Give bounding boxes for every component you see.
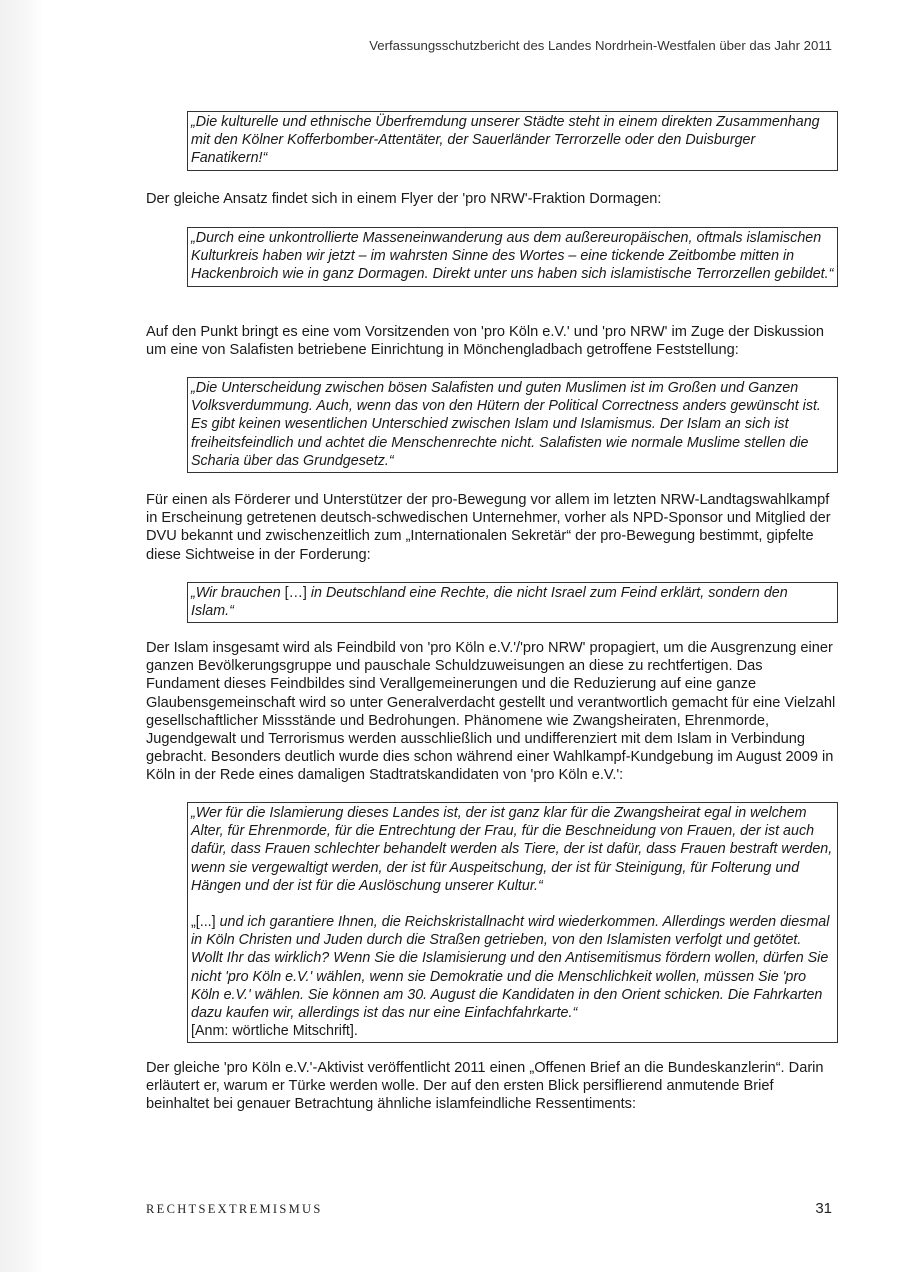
quote-2-text: „Durch eine unkontrollierte Masseneinwanderung aus dem außereuropäischen, oftmals islamischen Kulturkreis haben wir jetzt – im wahrsten Sinne des Wortes – eine tickende Zeitbombe mitten in Hackenbroich wie in ganz Dormagen. Direkt unter uns haben sich islamistische Terrorzellen gebildet.“ [191, 230, 834, 283]
footer-section-label: RECHTSEXTREMISMUS [146, 1202, 323, 1216]
quote-5-annotation: [Anm: wörtliche Mitschrift]. [191, 1023, 358, 1040]
page-number: 31 [815, 1200, 832, 1217]
quote-5-paragraph-2-body: und ich garantiere Ihnen, die Reichskristallnacht wird wiederkommen. Allerdings werden diesmal in Köln Christen und Juden durch die Straßen getrieben, von den Islamisten verfolgt und getötet. Wollt Ihr das wirklich? Wenn Sie die Islamisierung und den Antisemitismus fördern wollen, dürfen Sie nicht 'pro Köln e.V.' wählen, wenn sie Demokratie und die Menschlichkeit wollen, müssen Sie 'pro Köln e.V.' wählen. Sie können am 30. August die Kandidaten in den Orient schicken. Die Fahrkarten dazu kaufen wir, allerdings ist das nur eine Einfachfahrkarte.“ [191, 914, 830, 1022]
quote-4-part-1: „Wir brauchen [191, 585, 285, 601]
quote-box-2 [187, 227, 838, 287]
quote-box-3 [187, 377, 838, 473]
paragraph-2: Auf den Punkt bringt es eine vom Vorsitzenden von 'pro Köln e.V.' und 'pro NRW' im Zuge der Diskussion um eine von Salafisten betriebene Einrichtung in Mönchengladbach getroffene Feststellung: [146, 324, 824, 359]
paragraph-5: Der gleiche 'pro Köln e.V.'-Aktivist veröffentlicht 2011 einen „Offenen Brief an die Bundeskanzlerin“. Darin erläutert er, warum er Türke werden wolle. Der auf den ersten Blick persiflierend anmutende Brief beinhaltet bei genauer Betrachtung ähnliche islamfeindliche Ressentiments: [146, 1060, 824, 1113]
quote-4-ellipsis: […] [284, 585, 307, 601]
paragraph-4: Der Islam insgesamt wird als Feindbild von 'pro Köln e.V.'/'pro NRW' propagiert, um die Ausgrenzung einer ganzen Bevölkerungsgruppe und pauschale Schuldzuweisungen an diese zu rechtfertigen. Das Fundament dieses Feindbildes sind Verallgemeinerungen und die Reduzierung auf eine ganze Glaubensgemeinschaft wird so unter Generalverdacht gestellt und verantwortlich gemacht für eine Vielzahl gesellschaftlicher Missstände und Bedrohungen. Phänomene wie Zwangsheiraten, Ehrenmorde, Jugendgewalt und Terrorismus werden ausschließlich und undifferenziert mit dem Islam in Verbindung gebracht. Besonders deutlich wurde dies schon während einer Wahlkampf-Kundgebung im August 2009 in Köln in der Rede eines damaligen Stadtratskandidaten von 'pro Köln e.V.': [146, 640, 836, 784]
quote-box-1 [187, 111, 838, 171]
quote-box-5 [187, 802, 838, 1043]
quote-3-text: „Die Unterscheidung zwischen bösen Salafisten und guten Muslimen ist im Großen und Ganzen Volksverdummung. Auch, wenn das von den Hütern der Political Correctness anders gewünscht ist. Es gibt keinen wesentlichen Unterschied zwischen Islam und Islamismus. Der Islam an sich ist freiheitsfeindlich und achtet die Menschenrechte nicht. Salafisten wie normale Muslime stellen die Scharia über das Grundgesetz.“ [191, 380, 821, 469]
page-header: Verfassungsschutzbericht des Landes Nordrhein-Westfalen über das Jahr 2011 [369, 38, 832, 53]
page-edge-shadow [0, 0, 44, 1272]
paragraph-3: Für einen als Förderer und Unterstützer der pro-Bewegung vor allem im letzten NRW-Landtagswahlkampf in Erscheinung getretenen deutsch-schwedischen Unternehmer, vorher als NPD-Sponsor und Mitglied der DVU bekannt und zwischenzeitlich zum „Internationalen Sekretär“ der pro-Bewegung bestimmt, gipfelte diese Sichtweise in der Forderung: [146, 492, 831, 563]
quote-4-part-2: in Deutschland eine Rechte, die nicht Israel zum Feind erklärt, sondern den Islam.“ [191, 585, 788, 620]
quote-5-omission: „[...] [191, 914, 216, 931]
quote-1-text: „Die kulturelle und ethnische Überfremdung unserer Städte steht in einem direkten Zusammenhang mit den Kölner Kofferbomber-Attentäter, der Sauerländer Terrorzelle oder den Duisburger Fanatikern!“ [191, 114, 820, 167]
quote-box-4 [187, 582, 838, 623]
paragraph-1: Der gleiche Ansatz findet sich in einem Flyer der 'pro NRW'-Fraktion Dormagen: [146, 191, 662, 207]
quote-4-text [191, 584, 834, 620]
quote-5-paragraph-1: „Wer für die Islamierung dieses Landes ist, der ist ganz klar für die Zwangsheirat egal in welchem Alter, für Ehrenmorde, für die Entrechtung der Frau, für die Beschneidung von Frauen, der ist auch dafür, dass Frauen schlechter behandelt werden als Tiere, der ist dafür, dass Frauen bestraft werden, wenn sie vergewaltigt werden, der ist für Auspeitschung, der ist für Steinigung, für Folterung und Hängen und der ist für die Auslöschung unserer Kultur.“ [191, 805, 833, 894]
quote-5-paragraph-2 [191, 913, 834, 1022]
